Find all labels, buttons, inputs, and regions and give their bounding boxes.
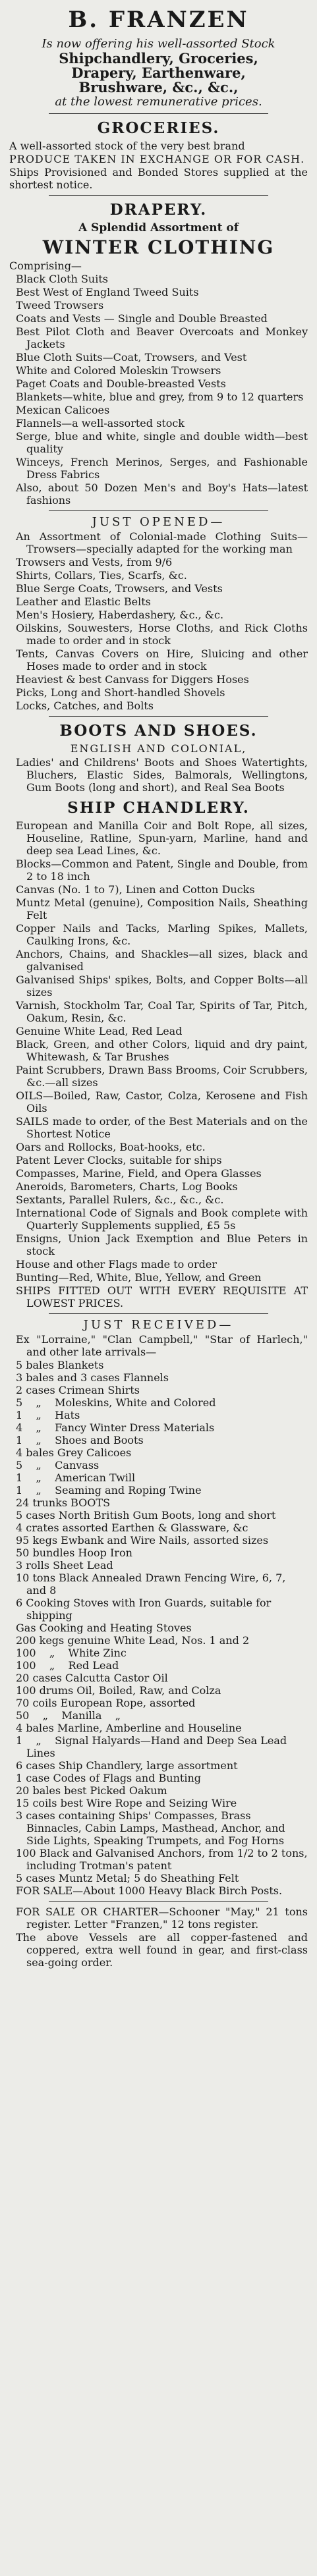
intro-line: Shipchandlery, Groceries, [59, 50, 258, 67]
list-item: Coats and Vests — Single and Double Breasted [16, 312, 268, 325]
intro-line: at the lowest remunerative prices. [55, 95, 262, 109]
list-item: 5 cases North British Gum Boots, long and short [16, 1509, 276, 1521]
just-received-heading: JUST RECEIVED— [83, 1318, 234, 1332]
list-item: 6 Cooking Stoves with Iron Guards, suitable for shipping [16, 1597, 275, 1622]
list-item: 100 „ Red Lead [16, 1659, 119, 1672]
list-item: 5 „ Moleskins, White and Colored [16, 1396, 216, 1409]
list-item: 50 „ Manilla „ [16, 1709, 121, 1722]
drapery-sub: A Splendid Assortment of [78, 221, 239, 234]
list-item: 6 cases Ship Chandlery, large assortment [16, 1759, 238, 1772]
list-item: 4 crates assorted Earthen & Glassware, &c [16, 1521, 248, 1534]
list-item: White and Colored Moleskin Trowsers [16, 364, 221, 377]
list-item: Best West of England Tweed Suits [16, 286, 199, 298]
list-item: Gas Cooking and Heating Stoves [16, 1622, 192, 1634]
list-item: 200 kegs genuine White Lead, Nos. 1 and 2 [16, 1634, 250, 1647]
list-item: Locks, Catches, and Bolts [16, 699, 154, 712]
divider [49, 195, 268, 196]
list-item: Trowsers and Vests, from 9/6 [16, 556, 173, 568]
list-item: Blankets—white, blue and grey, from 9 to 12 quarters [16, 391, 304, 403]
intro-block [9, 37, 308, 109]
list-item: 1 „ American Twill [16, 1471, 136, 1484]
list-item: 24 trunks BOOTS [16, 1496, 111, 1509]
list-item: 5 „ Canvass [16, 1459, 100, 1471]
list-item: Winceys, French Merinos, Serges, and Fashionable Dress Fabrics [16, 456, 308, 481]
just-opened-list [9, 530, 308, 712]
list-item: Canvas (No. 1 to 7), Linen and Cotton Ducks [16, 883, 255, 896]
list-item: Muntz Metal (genuine), Composition Nails, Sheathing Felt [16, 896, 308, 921]
list-item: European and Manilla Coir and Bolt Rope, all sizes, Houseline, Ratline, Spun-yarn, Marline, hand and deep sea Lead Lines, &c. [16, 819, 308, 857]
list-item: Patent Lever Clocks, suitable for ships [16, 1154, 222, 1166]
list-item: Ensigns, Union Jack Exemption and Blue Peters in stock [16, 1232, 308, 1257]
groceries-line: Ships Provisioned and Bonded Stores supplied at the shortest notice. [9, 166, 308, 191]
list-item: 3 rolls Sheet Lead [16, 1559, 113, 1572]
list-item: 1 case Codes of Flags and Bunting [16, 1772, 201, 1784]
list-item: Varnish, Stockholm Tar, Coal Tar, Spirits of Tar, Pitch, Oakum, Resin, &c. [16, 999, 308, 1024]
list-item: International Code of Signals and Book complete with Quarterly Supplements supplied, £5 5s [16, 1207, 308, 1232]
list-item: Shirts, Collars, Ties, Scarfs, &c. [16, 569, 187, 582]
just-received-intro: Ex "Lorraine," "Clan Campbell," "Star of Harlech," and other late arrivals— [16, 1333, 308, 1358]
just-opened-heading: JUST OPENED— [92, 515, 225, 529]
intro-line: Drapery, Earthenware, [71, 65, 246, 81]
divider [49, 113, 268, 114]
list-item: Galvanised Ships' spikes, Bolts, and Copper Bolts—all sizes [16, 973, 308, 999]
list-item: Bunting—Red, White, Blue, Yellow, and Green [16, 1271, 262, 1284]
list-item: 100 „ White Zinc [16, 1647, 127, 1659]
list-item: SHIPS FITTED OUT WITH EVERY REQUISITE AT LOWEST PRICES. [16, 1284, 308, 1309]
list-item: Tweed Trowsers [16, 299, 104, 312]
just-received-list [9, 1359, 311, 1897]
divider [49, 1313, 268, 1314]
list-item: OILS—Boiled, Raw, Castor, Colza, Kerosene and Fish Oils [16, 1089, 308, 1114]
list-item: 5 cases Muntz Metal; 5 do Sheathing Felt [16, 1872, 239, 1884]
list-item: 70 coils European Rope, assorted [16, 1697, 196, 1709]
divider [49, 1901, 268, 1902]
list-item: Paget Coats and Double-breasted Vests [16, 377, 226, 390]
list-item: 4 bales Marline, Amberline and Houseline [16, 1722, 242, 1734]
list-item: House and other Flags made to order [16, 1258, 217, 1271]
list-item: Oars and Rollocks, Boat-hooks, etc. [16, 1141, 206, 1153]
list-item: 50 bundles Hoop Iron [16, 1547, 132, 1559]
list-item: 1 „ Signal Halyards—Hand and Deep Sea Lead Lines [16, 1734, 291, 1759]
list-item: 2 cases Crimean Shirts [16, 1384, 140, 1396]
list-item: Leather and Elastic Belts [16, 595, 151, 608]
list-item: Anchors, Chains, and Shackles—all sizes, black and galvanised [16, 948, 308, 973]
list-item: Aneroids, Barometers, Charts, Log Books [16, 1180, 238, 1193]
drapery-heading: DRAPERY. [109, 201, 208, 219]
divider [49, 510, 268, 511]
list-item: An Assortment of Colonial-made Clothing Suits—Trowsers—specially adapted for the working man [16, 530, 308, 555]
list-item: 3 bales and 3 cases Flannels [16, 1371, 169, 1384]
list-item: 4 bales Grey Calicoes [16, 1446, 132, 1459]
comprising-label: Comprising— [9, 260, 82, 272]
list-item: Sextants, Parallel Rulers, &c., &c., &c. [16, 1193, 224, 1206]
for-sale-text: FOR SALE OR CHARTER—Schooner "May," 21 tons register. Letter "Franzen," 12 tons register. [16, 1905, 308, 1931]
merchant-name: B. FRANZEN [68, 7, 249, 33]
groceries-heading: GROCERIES. [97, 119, 220, 137]
list-item: Serge, blue and white, single and double width—best quality [16, 430, 308, 455]
list-item: Tents, Canvas Covers on Hire, Sluicing and other Hoses made to order and in stock [16, 647, 308, 672]
divider [49, 716, 268, 717]
list-item: Genuine White Lead, Red Lead [16, 1025, 183, 1037]
list-item: 5 bales Blankets [16, 1359, 104, 1371]
ship-chandlery-list [9, 819, 308, 1309]
list-item: 15 coils best Wire Rope and Seizing Wire [16, 1797, 237, 1809]
list-item: Blocks—Common and Patent, Single and Double, from 2 to 18 inch [16, 858, 308, 883]
list-item: Black, Green, and other Colors, liquid and dry paint, Whitewash, & Tar Brushes [16, 1038, 308, 1063]
list-item: 1 „ Seaming and Roping Twine [16, 1484, 202, 1496]
list-item: Also, about 50 Dozen Men's and Boy's Hats—latest fashions [16, 481, 308, 507]
for-sale-note: The above Vessels are all copper-fastened and coppered, extra well found in gear, and first-class sea-going order. [16, 1931, 308, 1969]
list-item: 100 Black and Galvanised Anchors, from 1/2 to 2 tons, including Trotman's patent [16, 1847, 311, 1872]
list-item: SAILS made to order, of the Best Materials and on the Shortest Notice [16, 1115, 308, 1140]
list-item: Men's Hosiery, Haberdashery, &c., &c. [16, 609, 224, 621]
list-item: FOR SALE—About 1000 Heavy Black Birch Posts. [16, 1884, 283, 1897]
ship-chandlery-heading: SHIP CHANDLERY. [67, 799, 250, 817]
list-item: Best Pilot Cloth and Beaver Overcoats and Monkey Jackets [16, 325, 308, 350]
boots-sub: ENGLISH AND COLONIAL, [70, 742, 247, 755]
list-item: 1 „ Shoes and Boots [16, 1434, 144, 1446]
list-item: 3 cases containing Ships' Compasses, Brass Binnacles, Cabin Lamps, Masthead, Anchor, and Side Lights, Speaking Trumpets, and Fog Horns [16, 1809, 289, 1847]
groceries-line: PRODUCE TAKEN IN EXCHANGE OR FOR CASH. [9, 153, 305, 165]
list-item: Blue Cloth Suits—Coat, Trowsers, and Vest [16, 351, 247, 364]
list-item: Blue Serge Coats, Trowsers, and Vests [16, 582, 223, 595]
intro-line: Is now offering his well-assorted Stock [42, 37, 275, 51]
drapery-list [9, 273, 308, 507]
boots-text: Ladies' and Childrens' Boots and Shoes Watertights, Bluchers, Elastic Sides, Balmorals, Wellingtons, Gum Boots (long and short), and Real Sea Boots [16, 756, 308, 794]
list-item: 4 „ Fancy Winter Dress Materials [16, 1421, 215, 1434]
winter-clothing-heading: WINTER CLOTHING [42, 236, 275, 258]
list-item: Compasses, Marine, Field, and Opera Glasses [16, 1167, 262, 1180]
list-item: Mexican Calicoes [16, 404, 110, 416]
intro-line: Brushware, &c., &c., [78, 79, 239, 96]
list-item: Paint Scrubbers, Drawn Bass Brooms, Coir Scrubbers, &c.—all sizes [16, 1064, 308, 1089]
list-item: 20 bales best Picked Oakum [16, 1784, 167, 1797]
list-item: Picks, Long and Short-handled Shovels [16, 686, 225, 699]
list-item: 10 tons Black Annealed Drawn Fencing Wire, 6, 7, and 8 [16, 1572, 289, 1597]
list-item: 100 drums Oil, Boiled, Raw, and Colza [16, 1684, 221, 1697]
list-item: 20 cases Calcutta Castor Oil [16, 1672, 168, 1684]
list-item: 1 „ Hats [16, 1409, 80, 1421]
list-item: 95 kegs Ewbank and Wire Nails, assorted sizes [16, 1534, 269, 1547]
boots-heading: BOOTS AND SHOES. [59, 722, 258, 740]
groceries-line: A well-assorted stock of the very best brand [9, 140, 245, 152]
list-item: Flannels—a well-assorted stock [16, 417, 185, 429]
list-item: Heaviest & best Canvass for Diggers Hoses [16, 673, 249, 686]
list-item: Copper Nails and Tacks, Marling Spikes, Mallets, Caulking Irons, &c. [16, 922, 308, 947]
list-item: Black Cloth Suits [16, 273, 108, 285]
list-item: Oilskins, Souwesters, Horse Cloths, and Rick Cloths made to order and in stock [16, 622, 308, 647]
